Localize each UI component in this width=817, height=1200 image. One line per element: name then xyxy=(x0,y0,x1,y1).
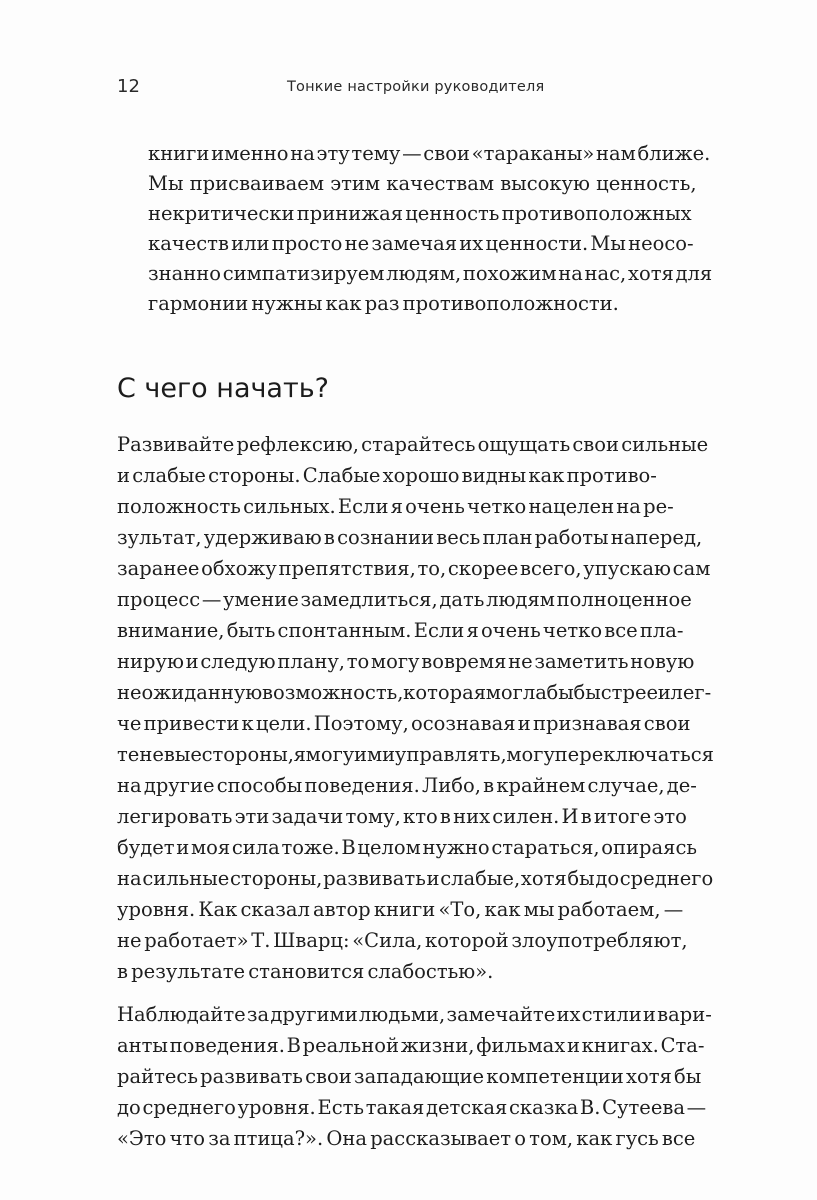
text-line: че привести к цели. Поэтому, осознавая и признавая свои xyxy=(117,712,691,735)
text-line: «Это что за птица?». Она рассказывает о том, как гусь все xyxy=(117,1127,696,1150)
text-line: теневые стороны, я могу ими управлять, могу переключаться xyxy=(117,743,714,766)
text-line: на другие способы поведения. Либо, в крайнем случае, де- xyxy=(117,774,697,797)
text-line: и слабые стороны. Слабые хорошо видны как противо- xyxy=(117,464,657,487)
text-line: легировать эти задачи тому, кто в них силен. И в итоге это xyxy=(117,805,687,828)
text-line: анты поведения. В реальной жизни, фильмах и книгах. Ста- xyxy=(117,1034,705,1057)
text-line: Мы присваиваем этим качествам высокую ценность, xyxy=(148,172,697,195)
text-line: процесс — умение замедлиться, дать людям полноценное xyxy=(117,588,692,611)
text-line: зультат, удерживаю в сознании весь план работы наперед, xyxy=(117,526,703,549)
text-line: не работает» Т. Шварц: «Сила, которой злоупотребляют, xyxy=(117,929,688,952)
text-line: Наблюдайте за другими людьми, замечайте их стили и вари- xyxy=(117,1003,712,1026)
text-line: Развивайте рефлексию, старайтесь ощущать свои сильные xyxy=(117,433,709,456)
text-line: положность сильных. Если я очень четко нацелен на ре- xyxy=(117,495,674,518)
text-line: неожиданную возможность, которая могла бы быстрее и лег- xyxy=(117,681,712,704)
book-title: Тонкие настройки руководителя xyxy=(287,79,545,95)
text-line: райтесь развивать свои западающие компетенции хотя бы xyxy=(117,1065,702,1088)
text-line: внимание, быть спонтанным. Если я очень четко все пла- xyxy=(117,619,684,642)
text-line: будет и моя сила тоже. В целом нужно стараться, опираясь xyxy=(117,836,697,859)
text-line: в результате становится слабостью». xyxy=(117,960,494,983)
page-number: 12 xyxy=(117,76,140,97)
text-line: гармонии нужны как раз противоположности. xyxy=(148,292,619,315)
text-line: знанно симпатизируем людям, похожим на нас, хотя для xyxy=(148,262,713,285)
text-line: заранее обхожу препятствия, то, скорее всего, упускаю сам xyxy=(117,557,711,580)
text-line: некритически принижая ценность противоположных xyxy=(148,202,692,225)
text-line: до среднего уровня. Есть такая детская сказка В. Сутеева — xyxy=(117,1096,707,1119)
text-line: качеств или просто не замечая их ценности. Мы неосо- xyxy=(148,232,694,255)
text-line: книги именно на эту тему — свои «тараканы» нам ближе. xyxy=(148,142,711,165)
text-line: нирую и следую плану, то могу вовремя не заметить новую xyxy=(117,650,695,673)
text-line: на сильные стороны, развивать и слабые, хотя бы до среднего xyxy=(117,867,714,890)
section-heading: С чего начать? xyxy=(117,373,329,404)
running-head xyxy=(117,76,712,100)
text-line: уровня. Как сказал автор книги «То, как мы работаем, — xyxy=(117,898,684,921)
